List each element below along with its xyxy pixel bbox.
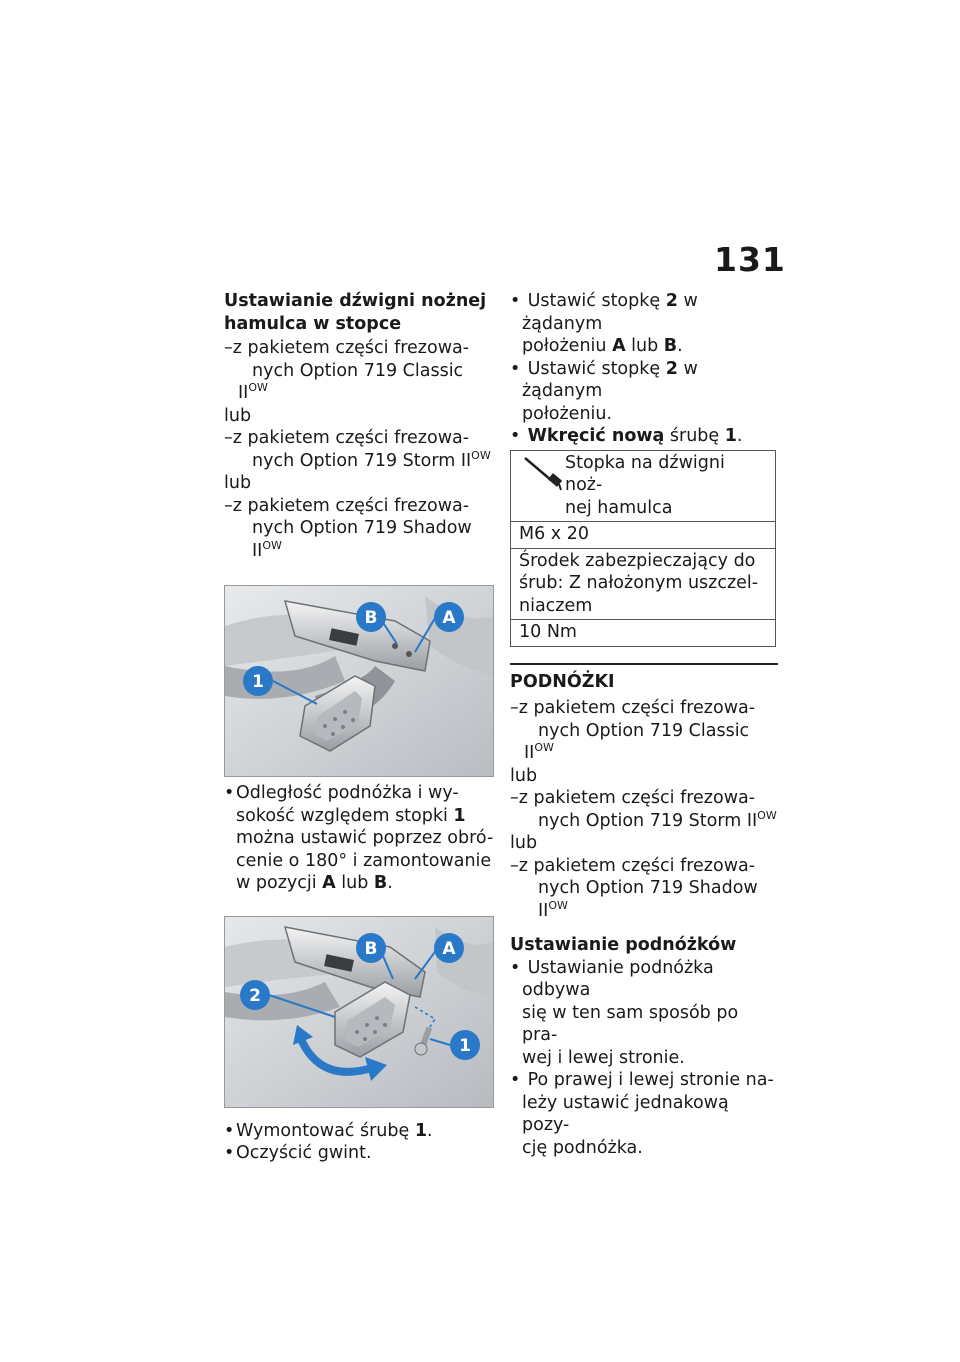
- bullet-distance: • Odległość podnóżka i wy- sokość względem stopki 1 można ustawić poprzez obró- cenie o 180° i zamontowanie w pozycji A lub B.: [224, 782, 496, 895]
- separator-lub: lub: [224, 405, 252, 426]
- bullets-remove: • Wymontować śrubę 1. • Oczyścić gwint.: [224, 1120, 496, 1165]
- callout-1: 1: [459, 1035, 471, 1056]
- separator-lub: lub: [224, 473, 252, 493]
- callout-a: A: [442, 938, 456, 959]
- callout-1: 1: [252, 672, 264, 692]
- wrench-icon: [519, 454, 565, 494]
- bullet-footrest-adjust: • Ustawianie podnóżka odbywa się w ten sam sposób po pra- wej i lewej stronie.: [510, 957, 778, 1070]
- section-divider: [510, 663, 778, 694]
- bullet-screw-in: • Wkręcić nową śrubę 1.: [510, 425, 778, 448]
- subheading-footrests: Ustawianie podnóżków: [510, 935, 737, 955]
- option-classic: –z pakietem części frezowa- nych Option 719 Classic $II^{OW}$: [224, 338, 470, 403]
- bullet-set-footrest-2: • Ustawić stopkę 2 w żądanym położeniu.: [510, 358, 778, 426]
- bullet-set-footrest: • Ustawić stopkę 2 w żądanym położeniu A lub B.: [510, 290, 778, 358]
- figure-footrest-positions: [224, 585, 494, 777]
- separator-lub: lub: [510, 765, 538, 786]
- separator-lub: lub: [510, 833, 538, 853]
- section-title: PODNÓŻKI: [510, 671, 615, 692]
- option-storm: –z pakietem części frezowa- nych Option 719 Storm $II^{OW}$: [224, 428, 491, 471]
- callout-b: B: [364, 938, 378, 959]
- callout-2: 2: [249, 985, 261, 1006]
- bullet-same-position: • Po prawej i lewej stronie na- leży ustawić jednakową pozy- cję podnóżka.: [510, 1069, 778, 1159]
- page-number: 131: [714, 240, 786, 279]
- left-column: [224, 290, 496, 1165]
- option-shadow: –z pakietem części frezowa- nych Option 719 Shadow $II^{OW}$: [510, 855, 758, 921]
- torque-table: Stopka na dźwigni noż- nej hamulca M6 x 20 Środek zabezpieczający do śrub: Z nałożonym uszczel- niaczem 10 Nm: [510, 450, 776, 647]
- callout-b: B: [364, 608, 378, 628]
- callout-a: A: [442, 608, 456, 628]
- table-size: M6 x 20: [511, 522, 776, 549]
- table-torque: 10 Nm: [511, 620, 776, 647]
- heading-brake-lever: Ustawianie dźwigni nożnej hamulca w stopce: [224, 291, 487, 334]
- option-shadow: –z pakietem części frezowa- nych Option 719 Shadow $II^{OW}$: [224, 495, 472, 561]
- option-storm: –z pakietem części frezowa- nych Option 719 Storm $II^{OW}$: [510, 788, 777, 831]
- table-locking-agent: Środek zabezpieczający do śrub: Z nałożonym uszczel- niaczem: [511, 548, 776, 620]
- option-classic: –z pakietem części frezowa- nych Option 719 Classic $II^{OW}$: [510, 698, 756, 763]
- right-column: [510, 290, 778, 1159]
- figure-footrest-rotate: [224, 916, 494, 1108]
